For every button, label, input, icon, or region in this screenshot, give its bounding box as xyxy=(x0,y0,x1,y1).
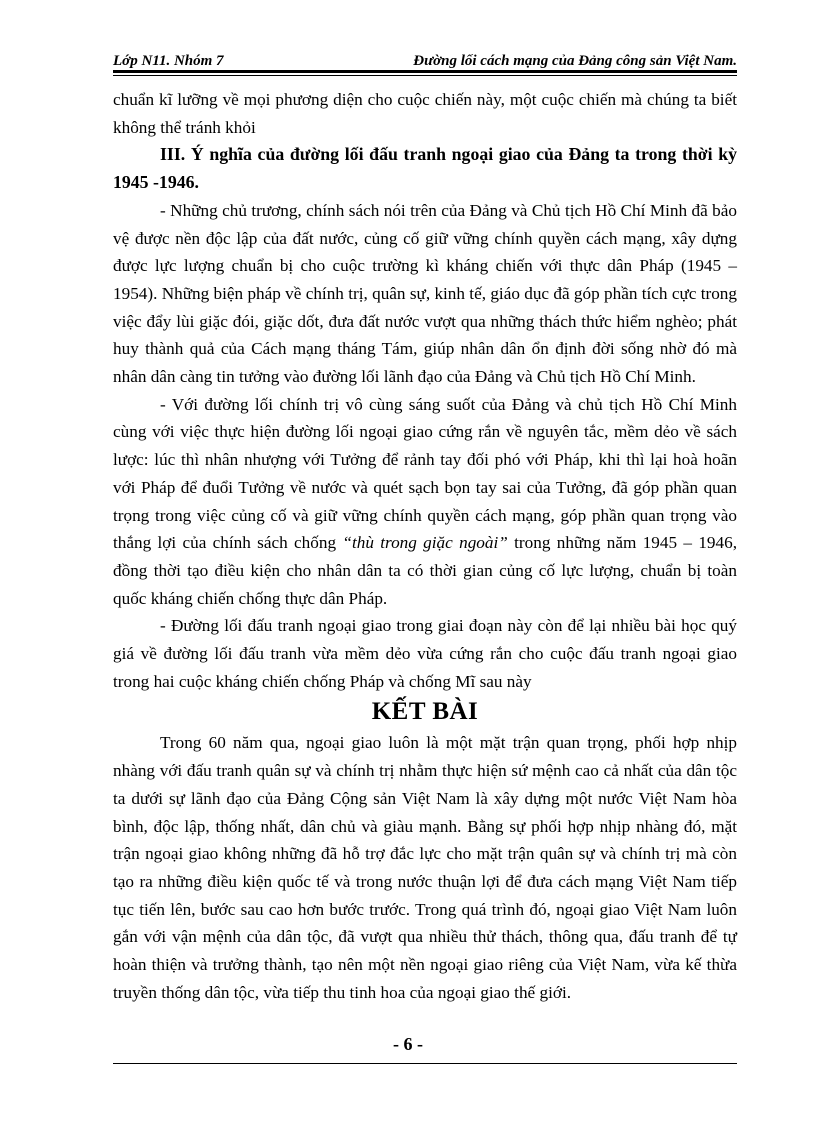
paragraph-conclusion: Trong 60 năm qua, ngoại giao luôn là một mặt trận quan trọng, phối hợp nhịp nhàng với đấu tranh quân sự và chính trị nhằm thực hiện sứ mệnh cao cả nhất của dân tộc ta dưới sự lãnh đạo của Đảng Cộng sản Việt Nam là xây dựng một nước Việt Nam hòa bình, độc lập, thống nhất, dân chủ và giàu mạnh. Bằng sự phối hợp nhịp nhàng đó, mặt trận ngoại giao không những đã hỗ trợ đắc lực cho mặt trận quân sự và chính trị mà còn tạo ra những điều kiện quốc tế và trong nước thuận lợi để đưa cách mạng Việt Nam tiếp tục tiến lên, bước sau cao hơn bước trước. Trong quá trình đó, ngoại giao Việt Nam luôn gắn với vận mệnh của dân tộc, đã vượt qua nhiều thử thách, thông qua, đấu tranh để tự hoàn thiện và trưởng thành, tạo nên một nền ngoại giao riêng của Việt Nam, vừa kế thừa truyền thống dân tộc, vừa tiếp thu tinh hoa của ngoại giao thế giới. xyxy=(113,733,737,1002)
paragraph-significance-1: - Những chủ trương, chính sách nói trên của Đảng và Chủ tịch Hồ Chí Minh đã bảo vệ được nền độc lập của đất nước, củng cố giữ vững chính quyền cách mạng, xây dựng được lực lượng chuẩn bị cho cuộc trường kì kháng chiến với thực dân Pháp (1945 – 1954). Những biện pháp về chính trị, quân sự, kinh tế, giáo dục đã góp phần tích cực trong việc đẩy lùi giặc đói, giặc dốt, đưa đất nước vượt qua những thách thức hiểm nghèo; phát huy thành quả của Cách mạng tháng Tám, giúp nhân dân ổn định đời sống nhờ đó mà nhân dân càng tin tưởng vào đường lối lãnh đạo của Đảng và Chủ tịch Hồ Chí Minh. xyxy=(113,200,737,387)
section-heading: III. Ý nghĩa của đường lối đấu tranh ngoại giao của Đảng ta trong thời kỳ 1945 -1946. xyxy=(113,144,737,193)
paragraph-significance-3: - Đường lối đấu tranh ngoại giao trong giai đoạn này còn để lại nhiều bài học quý giá về đường lối đấu tranh vừa mềm dẻo vừa cứng rắn cho cuộc đấu tranh ngoại giao trong hai cuộc kháng chiến chống Pháp và chống Mĩ sau này xyxy=(113,616,737,691)
header-rule-thin xyxy=(113,75,737,76)
paragraph-significance-2 xyxy=(113,391,737,613)
paragraph-text: - Với đường lối chính trị vô cùng sáng suốt của Đảng và chủ tịch Hồ Chí Minh cùng với việc thực hiện đường lối ngoại giao cứng rắn về nguyên tắc, mềm dẻo về sách lược: lúc thì nhân nhượng với Tưởng để rảnh tay đối phó với Pháp, khi thì lại hoà hoãn với Pháp để đuổi Tưởng về nước và quét sạch bọn tay sai của Tưởng, đã góp phần quan trọng trong việc củng cố và giữ vững chính quyền cách mạng, góp phần quan trọng vào thắng lợi của chính sách chống xyxy=(113,394,737,553)
italic-quote: “thù trong giặc ngoài” xyxy=(342,533,508,553)
header-class-group: Lớp N11. Nhóm 7 xyxy=(113,53,224,69)
footer-rule xyxy=(113,1063,737,1064)
header-rule-thick xyxy=(113,70,737,73)
page-number: - 6 - xyxy=(393,1034,423,1054)
paragraph-continued: chuẩn kĩ lưỡng về mọi phương diện cho cuộc chiến này, một cuộc chiến mà chúng ta biết không thể tránh khỏi xyxy=(113,90,737,137)
paragraph-text: trong những năm 1945 – 1946, đồng thời tạo điều kiện cho nhân dân ta có thời gian củng cố lực lượng, chuẩn bị toàn quốc kháng chiến chống thực dân Pháp. xyxy=(113,533,737,608)
header-course-title: Đường lối cách mạng của Đảng công sản Việt Nam. xyxy=(413,53,737,69)
conclusion-heading: KẾT BÀI xyxy=(371,698,479,726)
document-body xyxy=(113,86,737,1007)
page-header xyxy=(113,50,737,72)
